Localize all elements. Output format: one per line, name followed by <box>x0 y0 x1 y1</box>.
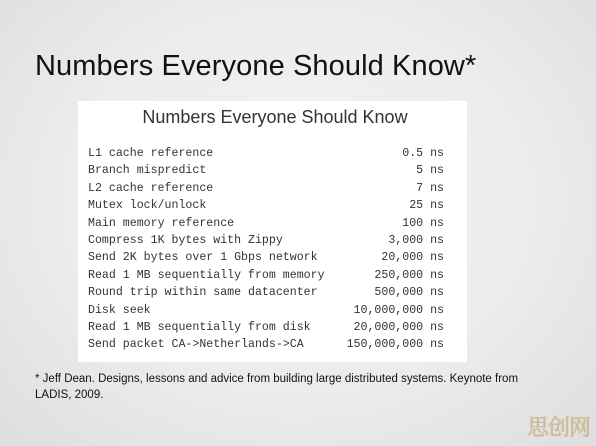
panel-title: Numbers Everyone Should Know <box>142 107 408 127</box>
row-label: Branch mispredict <box>88 164 207 178</box>
row-value: 25 ns <box>409 199 444 213</box>
row-value: 7 ns <box>416 181 444 195</box>
latency-row <box>88 251 460 268</box>
row-label: Send 2K bytes over 1 Gbps network <box>88 251 318 265</box>
latency-row <box>88 217 460 234</box>
row-value: 250,000 ns <box>374 268 444 282</box>
slide-title: Numbers Everyone Should Know* <box>35 50 477 82</box>
row-value: 500,000 ns <box>374 286 444 300</box>
site-watermark: 思创网 <box>526 416 590 441</box>
row-label: Main memory reference <box>88 216 235 230</box>
latency-row <box>88 234 460 251</box>
row-label: Read 1 MB sequentially from disk <box>88 320 311 334</box>
row-label: L2 cache reference <box>88 181 214 195</box>
row-label: Round trip within same datacenter <box>88 286 318 300</box>
row-label: Mutex lock/unlock <box>88 199 207 213</box>
latency-row <box>88 286 460 303</box>
latency-row <box>88 269 460 286</box>
latency-row <box>88 182 460 199</box>
row-value: 10,000,000 ns <box>353 303 444 317</box>
row-value: 0.5 ns <box>402 147 444 160</box>
row-value: 5 ns <box>416 164 444 178</box>
row-label: Read 1 MB sequentially from memory <box>88 268 325 282</box>
latency-table-panel <box>78 101 467 362</box>
latency-row <box>88 321 460 338</box>
row-label: Disk seek <box>88 303 151 317</box>
citation-footnote: * Jeff Dean. Designs, lessons and advice from building large distributed systems. Keynote from LADIS, 2009. <box>35 373 519 401</box>
latency-row <box>88 338 460 355</box>
row-value: 100 ns <box>402 216 444 230</box>
row-value: 3,000 ns <box>388 233 444 247</box>
row-label: L1 cache reference <box>88 147 214 160</box>
latency-row <box>88 304 460 321</box>
row-label: Compress 1K bytes with Zippy <box>88 233 283 247</box>
row-label: Send packet CA->Netherlands->CA <box>88 338 304 352</box>
latency-row <box>88 199 460 216</box>
latency-row <box>88 164 460 181</box>
row-value: 20,000,000 ns <box>353 320 444 334</box>
row-value: 150,000,000 ns <box>346 338 444 352</box>
latency-list <box>88 147 460 356</box>
latency-row <box>88 147 460 164</box>
row-value: 20,000 ns <box>381 251 444 265</box>
